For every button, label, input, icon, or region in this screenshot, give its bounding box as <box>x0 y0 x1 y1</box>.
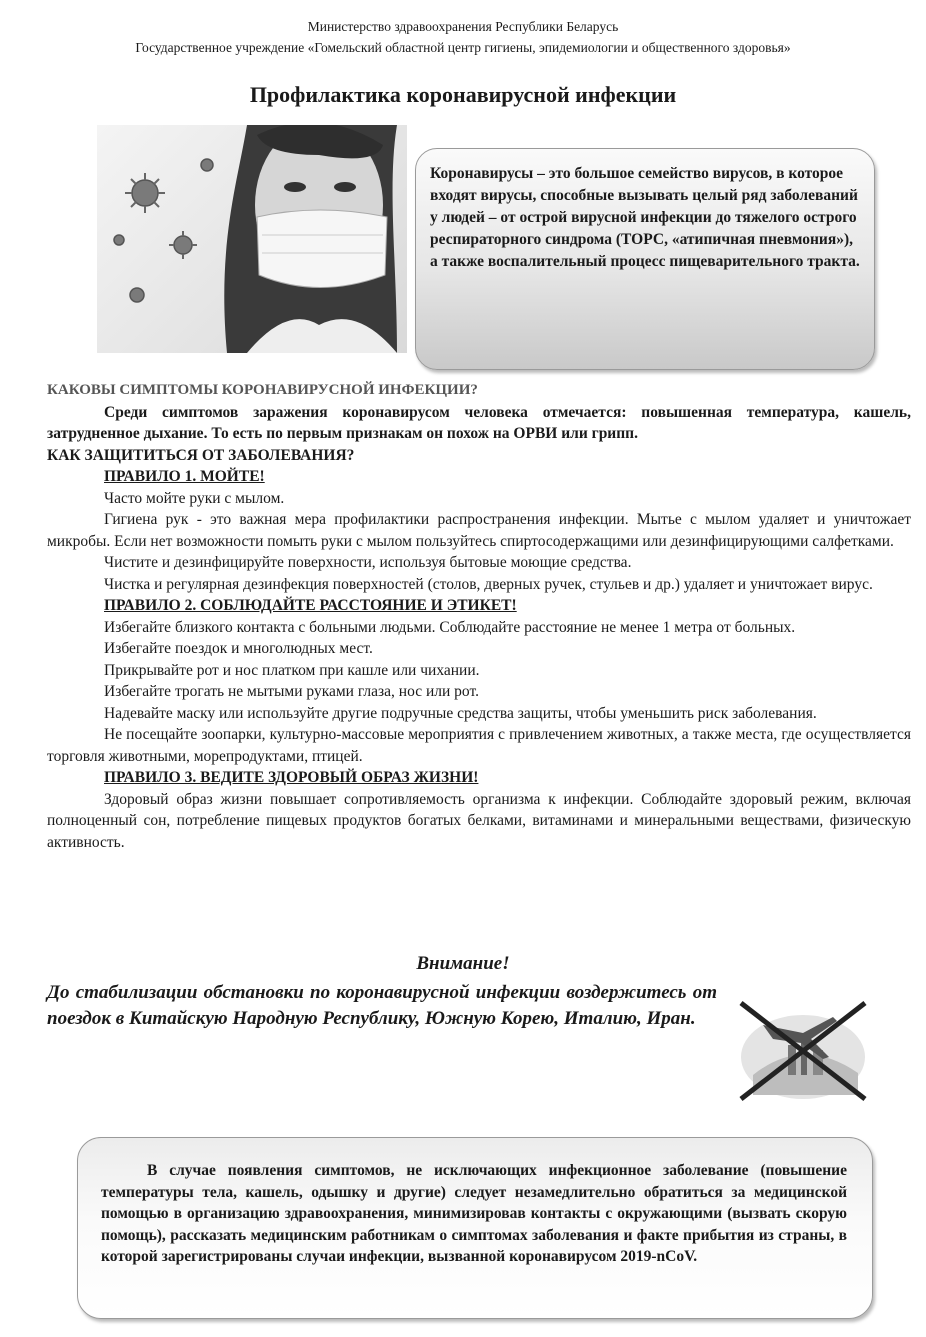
rule2-paragraph: Избегайте близкого контакта с больными людьми. Соблюдайте расстояние не менее 1 метра от больных. <box>104 618 796 636</box>
intro-info-box <box>415 148 875 370</box>
rule2-paragraph: Прикрывайте рот и нос платком при кашле или чихании. <box>104 661 480 679</box>
notice-box <box>77 1137 873 1319</box>
rule2-paragraph: Избегайте поездок и многолюдных мест. <box>104 640 373 657</box>
rule3-title: ПРАВИЛО 3. ВЕДИТЕ ЗДОРОВЫЙ ОБРАЗ ЖИЗНИ! <box>104 769 479 786</box>
rule2-paragraph: Надевайте маску или используйте другие подручные средства защиты, чтобы уменьшить риск заболевания. <box>104 704 817 722</box>
page-title: Профилактика коронавирусной инфекции <box>249 82 677 107</box>
masked-woman-illustration <box>97 125 407 353</box>
rule2-paragraph: Избегайте трогать не мытыми руками глаза, нос или рот. <box>104 683 479 700</box>
ministry-name: Министерство здравоохранения Республики Беларусь <box>307 19 619 34</box>
no-travel-icon <box>733 995 873 1107</box>
main-text <box>47 380 911 853</box>
protection-heading: КАК ЗАЩИТИТЬСЯ ОТ ЗАБОЛЕВАНИЯ? <box>47 446 355 464</box>
rule1-paragraph: Гигиена рук - это важная мера профилактики распространения инфекции. Мытье с мылом удаляет и уничтожает микробы. Если нет возможности помыть руки с мылом пользуйтесь спиртосодержащими или дезинфицирующими салфетками. <box>47 511 911 550</box>
attention-text: До стабилизации обстановки по коронавирусной инфекции воздержитесь от поездок в Китайскую Народную Республику, Южную Корею, Италию, Иран. <box>47 982 717 1029</box>
institution-name: Государственное учреждение «Гомельский областной центр гигиены, эпидемиологии и общественного здоровья» <box>135 40 791 55</box>
symptoms-text: Среди симптомов заражения коронавирусом человека отмечается: повышенная температура, кашель, затрудненное дыхание. То есть по первым признакам он похож на ОРВИ или грипп. <box>47 403 911 442</box>
rule2-title: ПРАВИЛО 2. СОБЛЮДАЙТЕ РАССТОЯНИЕ И ЭТИКЕТ! <box>104 597 517 614</box>
rule3-paragraph: Здоровый образ жизни повышает сопротивляемость организма к инфекции. Соблюдайте здоровый режим, включая полноценный сон, потребление пищевых продуктов богатых белками, витаминами и минеральными веществами, физическую активность. <box>47 790 911 851</box>
rule1-title: ПРАВИЛО 1. МОЙТЕ! <box>104 468 265 485</box>
virus-particle-icon <box>114 159 213 302</box>
rule2-paragraph: Не посещайте зоопарки, культурно-массовые мероприятия с привлечением животных, а также места, где осуществляется торговля животными, морепродуктами, птицей. <box>47 726 911 765</box>
rule1-paragraph: Чистка и регулярная дезинфекция поверхностей (столов, дверных ручек, стульев и др.) удаляет и уничтожает вирус. <box>104 575 873 593</box>
symptoms-heading: КАКОВЫ СИМПТОМЫ КОРОНАВИРУСНОЙ ИНФЕКЦИИ? <box>47 382 478 398</box>
rule1-paragraph: Чистите и дезинфицируйте поверхности, используя бытовые моющие средства. <box>104 554 632 571</box>
rule1-paragraph: Часто мойте руки с мылом. <box>104 489 285 507</box>
notice-text: В случае появления симптомов, не исключающих инфекционное заболевание (повышение температуры тела, кашель, одышку и другие) следует незамедлительно обратиться за медицинской помощью в организацию здравоохранения, минимизировав контакты с окружающими (вызвать скорую помощь), рассказать медицинским работникам о симптомах заболевания и факте прибытия из страны, в которой зарегистрированы случаи инфекции, вызванной коронавирусом 2019-nCoV. <box>101 1162 847 1265</box>
attention-title: Внимание! <box>416 953 510 974</box>
intro-text: Коронавирусы – это большое семейство вирусов, в которое входят вирусы, способные вызывать целый ряд заболеваний у людей – от острой вирусной инфекции до тяжелого острого респираторного синдрома (ТОРС, «атипичная пневмония»), а также воспалительный процесс пищеварительного тракта. <box>430 165 860 270</box>
